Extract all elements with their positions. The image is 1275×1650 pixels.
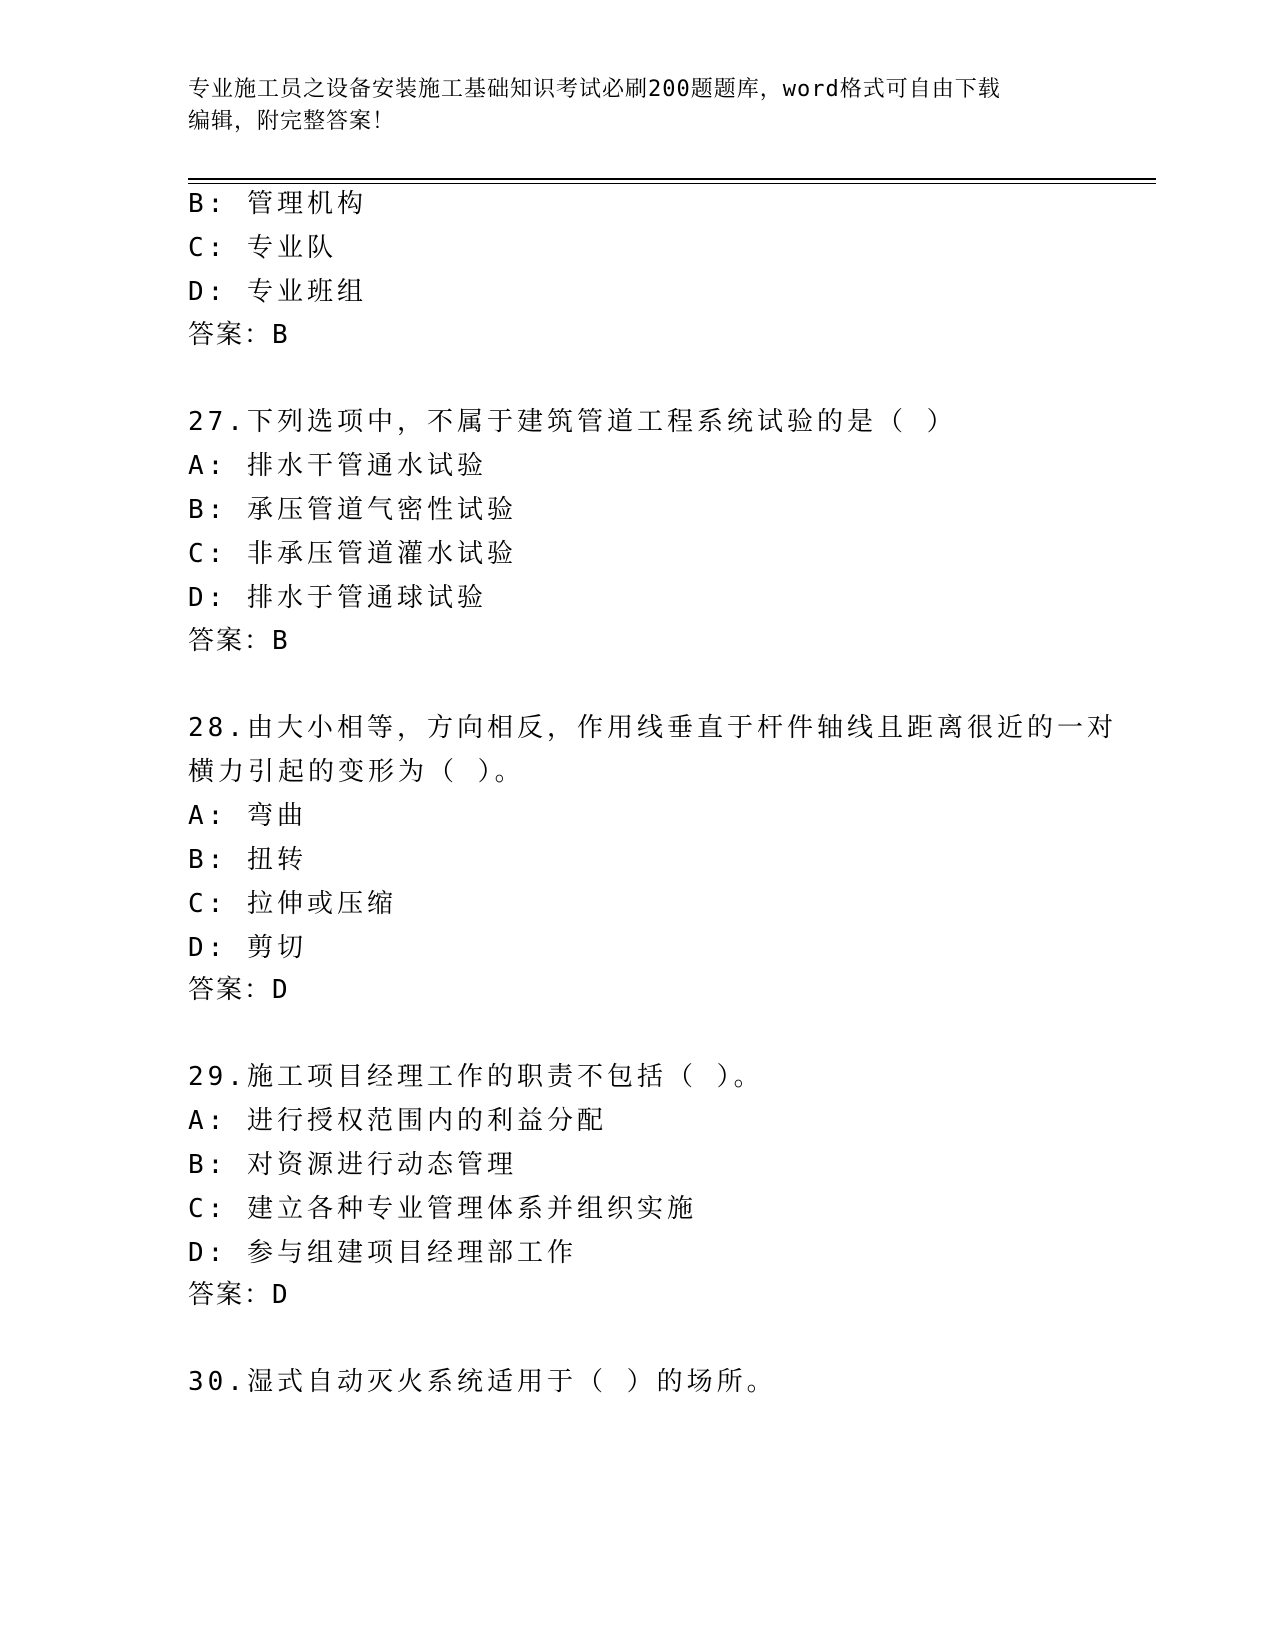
q27-stem: 27.下列选项中，不属于建筑管道工程系统试验的是（ ） [188, 407, 957, 437]
q29-option-a: A: 进行授权范围内的利益分配 [188, 1106, 607, 1136]
q26-option-d: D: 专业班组 [188, 277, 367, 307]
q27-option-a: A: 排水干管通水试验 [188, 451, 487, 481]
q29-option-c: C: 建立各种专业管理体系并组织实施 [188, 1194, 697, 1224]
header-divider-thin [188, 183, 1156, 184]
header-title-line-2: 编辑，附完整答案！ [188, 109, 396, 134]
q28-stem-line-1: 28.由大小相等，方向相反，作用线垂直于杆件轴线且距离很近的一对 [188, 713, 1117, 743]
q29-answer: 答案：D [188, 1280, 290, 1310]
q26-answer: 答案：B [188, 320, 290, 350]
q28-option-a: A: 弯曲 [188, 801, 307, 831]
q28-stem-line-2: 横力引起的变形为（ ）。 [188, 757, 525, 787]
q26-option-b: B: 管理机构 [188, 189, 367, 219]
document-header [188, 74, 1068, 138]
q29-option-d: D: 参与组建项目经理部工作 [188, 1238, 577, 1268]
q28-option-d: D: 剪切 [188, 933, 307, 963]
q27-answer: 答案：B [188, 626, 290, 656]
q29-option-b: B: 对资源进行动态管理 [188, 1150, 517, 1180]
q26-option-c: C: 专业队 [188, 233, 337, 263]
header-divider-thick [188, 178, 1156, 180]
q27-option-d: D: 排水于管通球试验 [188, 583, 487, 613]
q28-option-b: B: 扭转 [188, 845, 307, 875]
q27-option-c: C: 非承压管道灌水试验 [188, 539, 517, 569]
q28-option-c: C: 拉伸或压缩 [188, 889, 397, 919]
q29-stem: 29.施工项目经理工作的职责不包括（ ）。 [188, 1062, 764, 1092]
header-title-line-1: 专业施工员之设备安装施工基础知识考试必刷200题题库，word格式可自由下载 [188, 77, 1001, 102]
q30-stem: 30.湿式自动灭火系统适用于（ ）的场所。 [188, 1367, 777, 1397]
q27-option-b: B: 承压管道气密性试验 [188, 495, 517, 525]
q28-answer: 答案：D [188, 975, 290, 1005]
